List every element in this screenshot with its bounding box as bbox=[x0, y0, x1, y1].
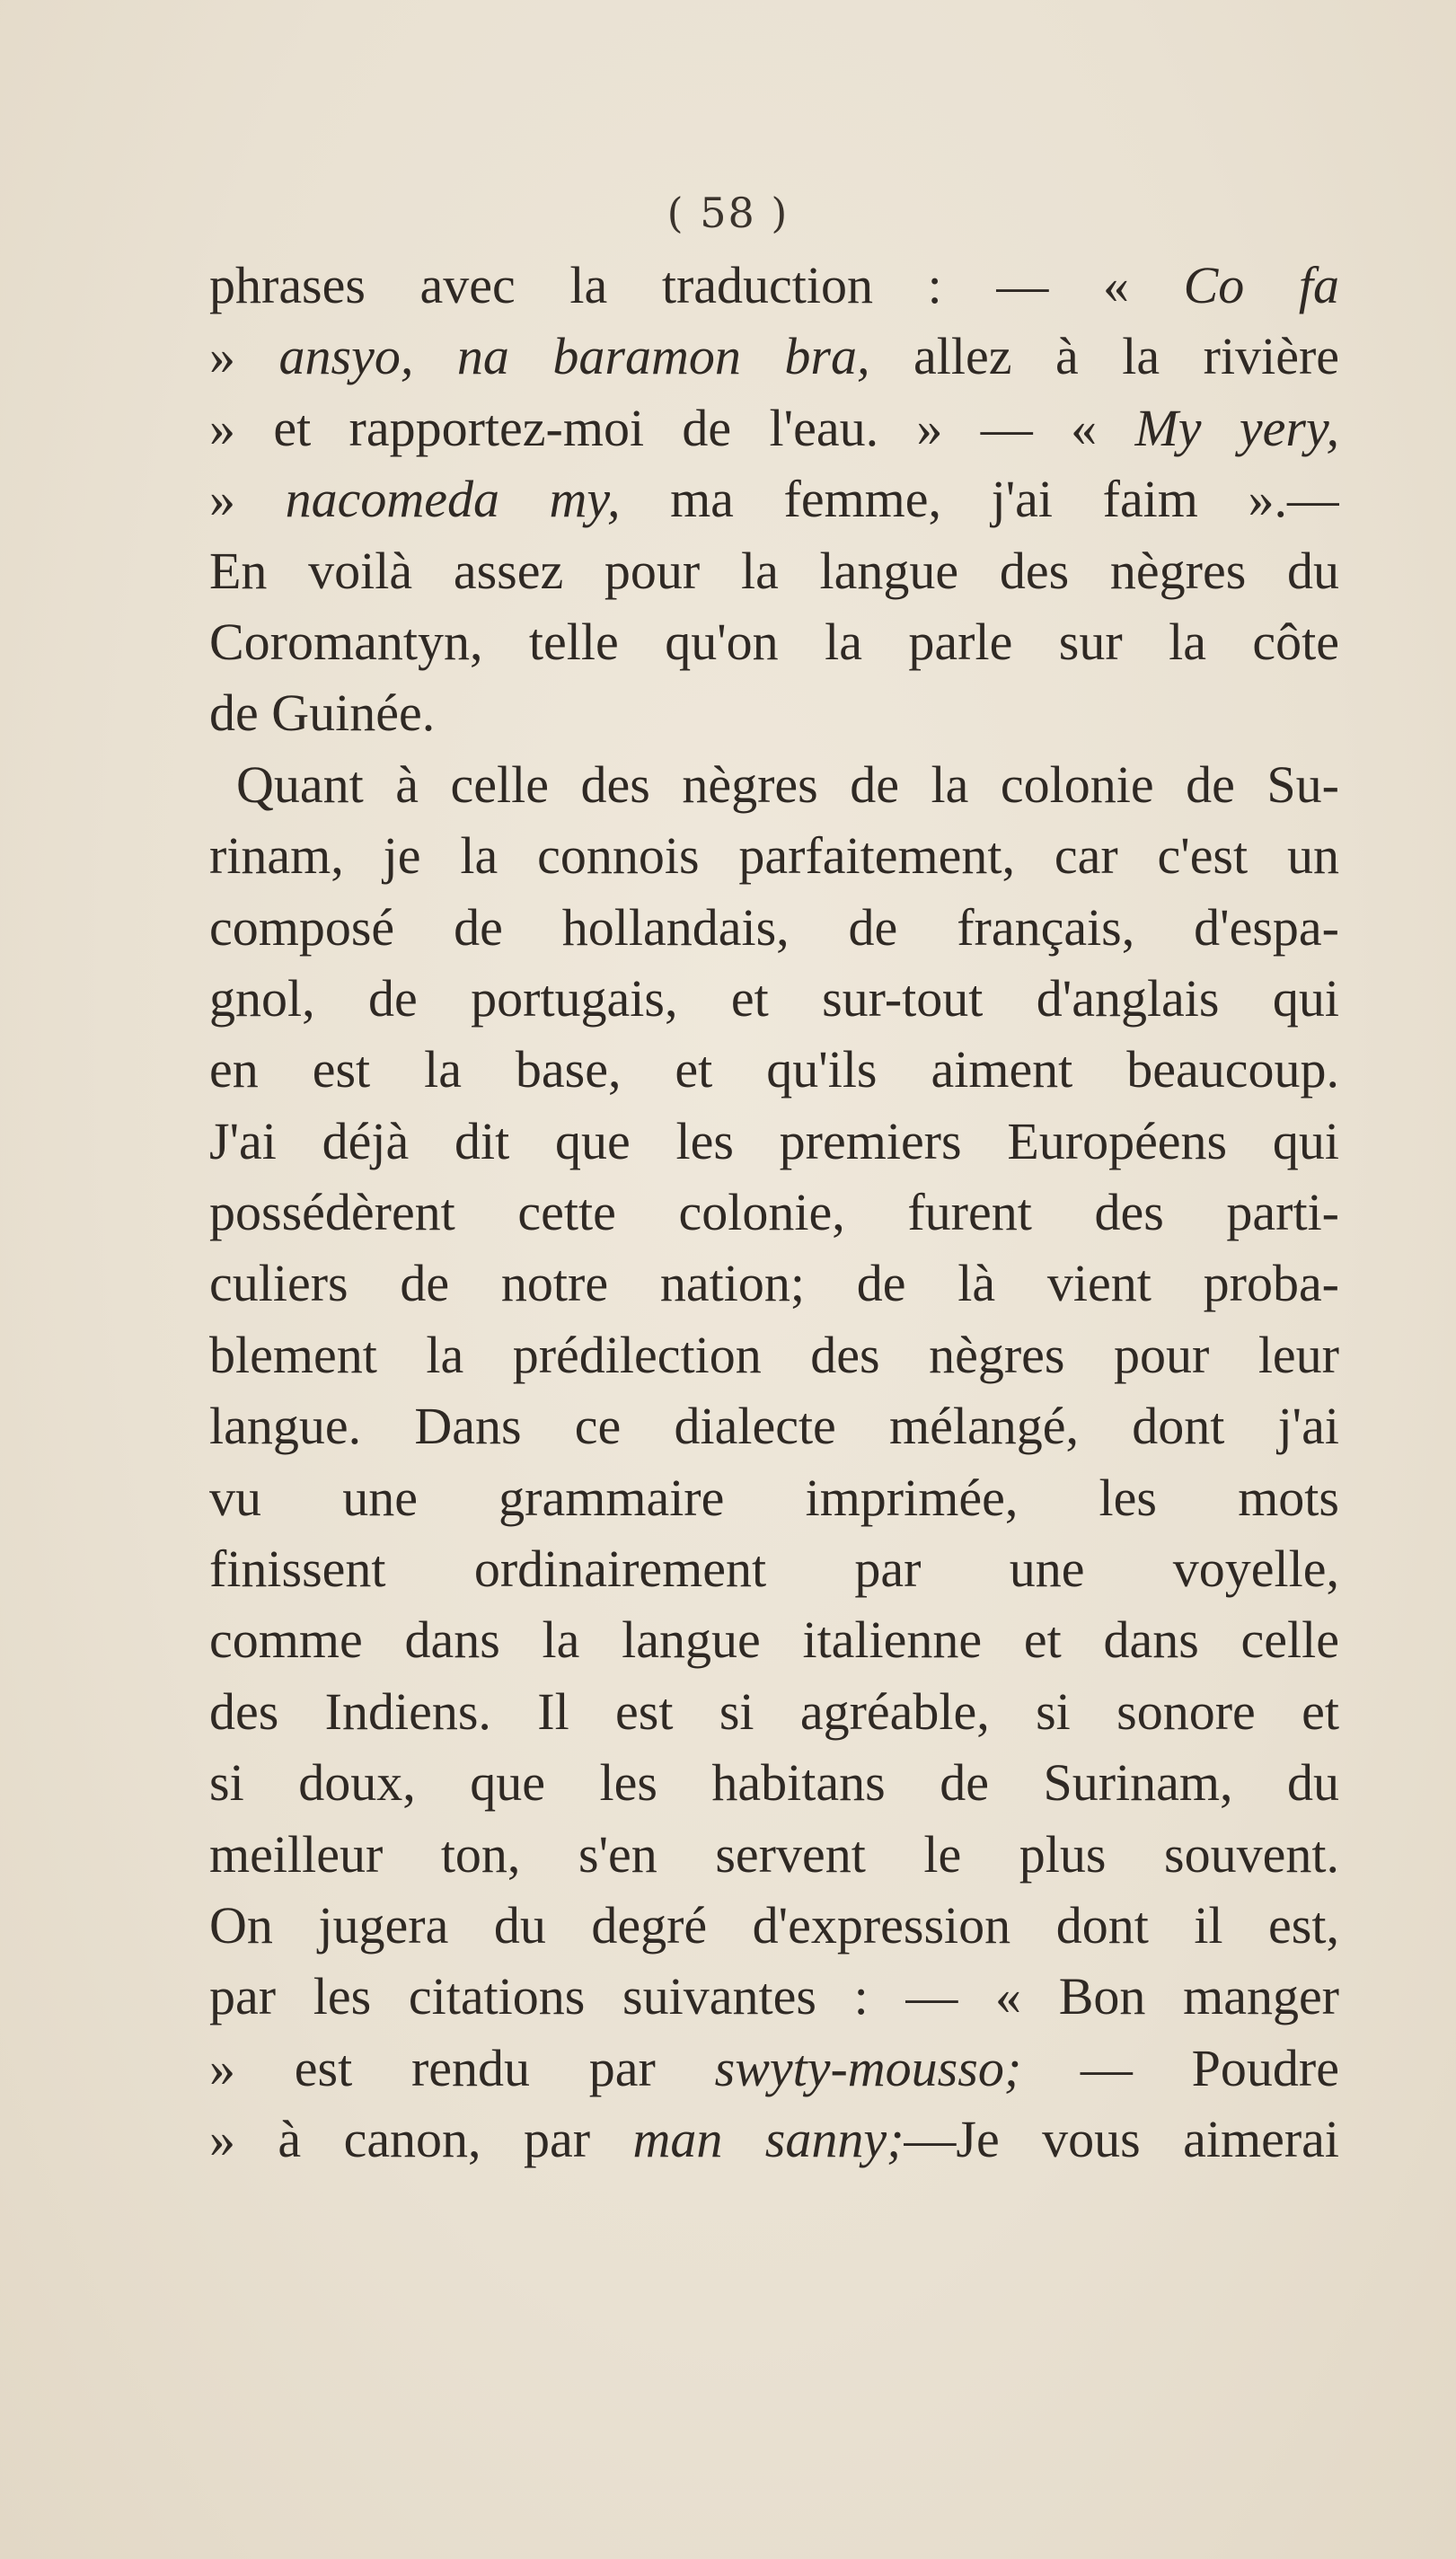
italic-creole-phrase: My yery, bbox=[1134, 398, 1339, 457]
text-segment: des Indiens. Il est si agréable, si sonore et bbox=[209, 1681, 1339, 1741]
text-line bbox=[209, 963, 1339, 1034]
italic-creole-phrase: nacomeda my, bbox=[285, 470, 621, 529]
text-line bbox=[209, 1747, 1339, 1818]
text-line bbox=[209, 1890, 1339, 1961]
text-segment: » bbox=[209, 327, 279, 386]
text-segment: J'ai déjà dit que les premiers Européens qui bbox=[209, 1111, 1339, 1170]
text-line bbox=[209, 749, 1339, 820]
text-segment: si doux, que les habitans de Surinam, du bbox=[209, 1753, 1339, 1813]
text-segment: En voilà assez pour la langue des nègres du bbox=[209, 541, 1339, 600]
body-text bbox=[209, 250, 1339, 2175]
text-line bbox=[209, 1533, 1339, 1604]
text-line bbox=[209, 2033, 1339, 2104]
page-number: ( 58 ) bbox=[666, 189, 790, 237]
text-segment: par les citations suivantes : — « Bon manger bbox=[209, 1967, 1339, 2026]
text-segment: finissent ordinairement par une voyelle, bbox=[209, 1540, 1339, 1599]
text-segment: comme dans la langue italienne et dans celle bbox=[209, 1610, 1339, 1670]
text-segment: meilleur ton, s'en servent le plus souvent. bbox=[209, 1824, 1339, 1884]
text-line bbox=[209, 1676, 1339, 1747]
text-line bbox=[209, 1390, 1339, 1461]
text-line bbox=[209, 2104, 1339, 2175]
text-segment: composé de hollandais, de français, d'espa- bbox=[209, 897, 1339, 957]
text-line bbox=[209, 1961, 1339, 2032]
text-line bbox=[209, 820, 1339, 891]
text-segment: vu une grammaire imprimée, les mots bbox=[209, 1468, 1339, 1527]
text-segment: — Poudre bbox=[1021, 2038, 1339, 2097]
text-line bbox=[209, 677, 1339, 748]
text-segment: allez à la rivière bbox=[869, 327, 1339, 386]
text-segment: » est rendu par bbox=[209, 2038, 715, 2097]
text-segment: langue. Dans ce dialecte mélangé, dont j'ai bbox=[209, 1397, 1339, 1456]
text-segment: blement la prédilection des nègres pour leur bbox=[209, 1325, 1339, 1384]
italic-creole-phrase: man sanny; bbox=[632, 2110, 904, 2169]
text-segment: en est la base, et qu'ils aiment beaucoup. bbox=[209, 1040, 1339, 1099]
text-line bbox=[209, 1106, 1339, 1177]
text-segment: rinam, je la connois parfaitement, car c'est un bbox=[209, 826, 1339, 886]
text-line bbox=[209, 1604, 1339, 1675]
text-segment: » et rapportez-moi de l'eau. » — « bbox=[209, 398, 1135, 457]
text-segment: phrases avec la traduction : — « bbox=[209, 256, 1184, 314]
text-segment: On jugera du degré d'expression dont il est, bbox=[209, 1895, 1339, 1955]
italic-creole-phrase: Co fa bbox=[1183, 256, 1339, 314]
text-line bbox=[209, 393, 1339, 463]
text-segment: Quant à celle des nègres de la colonie de Su- bbox=[236, 754, 1339, 814]
text-line bbox=[209, 892, 1339, 963]
text-line bbox=[209, 1319, 1339, 1390]
italic-creole-phrase: swyty-mousso; bbox=[714, 2038, 1022, 2097]
text-line bbox=[209, 250, 1339, 321]
text-segment: gnol, de portugais, et sur-tout d'anglais qui bbox=[209, 968, 1339, 1028]
text-line bbox=[209, 535, 1339, 606]
text-line bbox=[209, 606, 1339, 677]
text-segment: possédèrent cette colonie, furent des parti- bbox=[209, 1183, 1339, 1242]
text-segment: » à canon, par bbox=[209, 2110, 633, 2169]
text-line bbox=[209, 1462, 1339, 1533]
text-line bbox=[209, 321, 1339, 392]
italic-creole-phrase: ansyo, na baramon bra, bbox=[278, 327, 870, 386]
text-line bbox=[209, 463, 1339, 534]
text-segment: » bbox=[209, 470, 286, 529]
text-segment: Coromantyn, telle qu'on la parle sur la côte bbox=[209, 612, 1339, 671]
text-line bbox=[209, 1177, 1339, 1248]
text-segment: ma femme, j'ai faim ».— bbox=[620, 470, 1339, 529]
text-line bbox=[209, 1248, 1339, 1319]
text-segment: —Je vous aimerai bbox=[904, 2110, 1339, 2169]
text-segment: culiers de notre nation; de là vient proba- bbox=[209, 1254, 1339, 1313]
text-segment: de Guinée. bbox=[209, 684, 436, 743]
text-line bbox=[209, 1819, 1339, 1890]
text-line bbox=[209, 1034, 1339, 1105]
